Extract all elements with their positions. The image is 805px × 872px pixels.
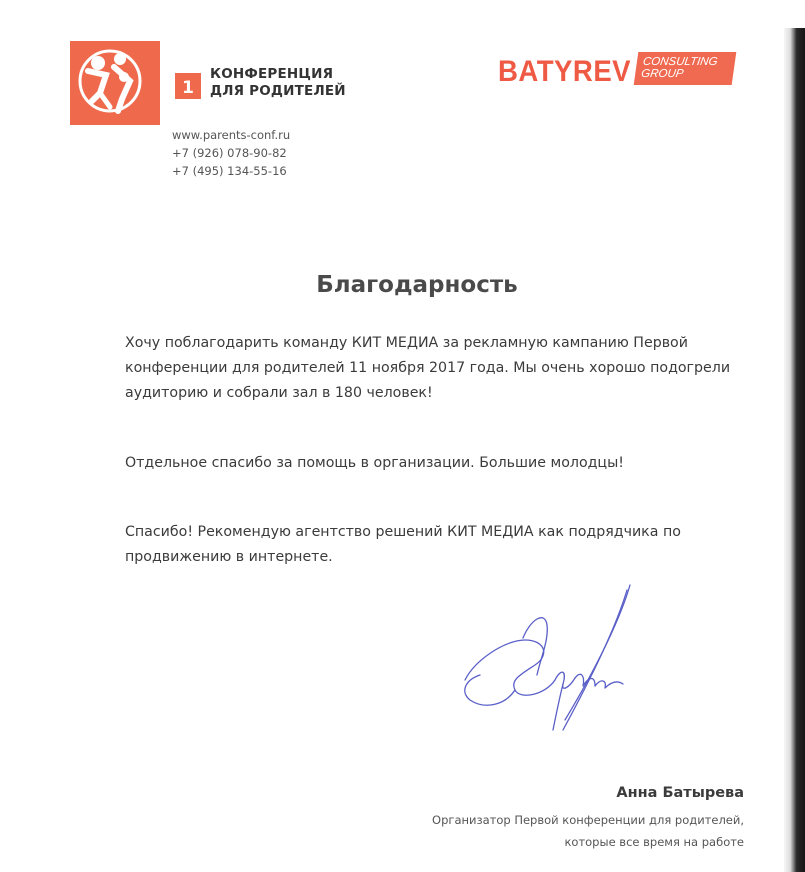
scan-edge-top <box>784 0 805 28</box>
paragraph-2 <box>125 451 785 476</box>
partner-logo-tag <box>634 52 737 85</box>
contacts-block <box>172 126 290 180</box>
paragraph-1-line: конференции для родителей 11 ноября 2017 года. Мы очень хорошо подогрели <box>125 360 731 376</box>
signer-name: Анна Батырева <box>616 785 744 801</box>
signer-role <box>432 809 744 853</box>
scan-edge-shadow <box>784 0 805 872</box>
svg-text:1: 1 <box>182 78 194 98</box>
conference-title-line1: КОНФЕРЕНЦИЯ <box>210 66 334 82</box>
signer-role-line2: которые все время на работе <box>564 835 744 849</box>
phone-2: +7 (495) 134-55-16 <box>172 164 287 178</box>
partner-tag-line2: GROUP <box>640 68 685 80</box>
conference-title <box>210 66 346 100</box>
letter-title: Благодарность <box>316 272 518 298</box>
signer-role-line1: Организатор Первой конференции для родителей, <box>432 813 744 827</box>
paragraph-3-line: продвижению в интернете. <box>125 549 333 565</box>
conference-logo-icon <box>70 41 160 125</box>
paragraph-1-line: Хочу поблагодарить команду КИТ МЕДИА за рекламную кампанию Первой <box>125 335 688 351</box>
partner-tag-line1: CONSULTING <box>642 56 719 68</box>
partner-logo-name: BATYREV <box>498 55 632 88</box>
conference-number-badge <box>175 73 201 99</box>
website-text: www.parents-conf.ru <box>172 128 291 142</box>
phone-1: +7 (926) 078-90-82 <box>172 146 287 160</box>
paragraph-3-line: Спасибо! Рекомендую агентство решений КИТ МЕДИА как подрядчика по <box>125 524 681 540</box>
paragraph-1 <box>125 331 785 406</box>
paragraph-1-line: аудиторию и собрали зал в 180 человек! <box>125 385 433 401</box>
paragraph-3 <box>125 520 785 570</box>
handwritten-signature <box>455 580 635 740</box>
conference-title-line2: ДЛЯ РОДИТЕЛЕЙ <box>210 83 346 99</box>
paragraph-2-line: Отдельное спасибо за помощь в организации. Большие молодцы! <box>125 455 624 471</box>
